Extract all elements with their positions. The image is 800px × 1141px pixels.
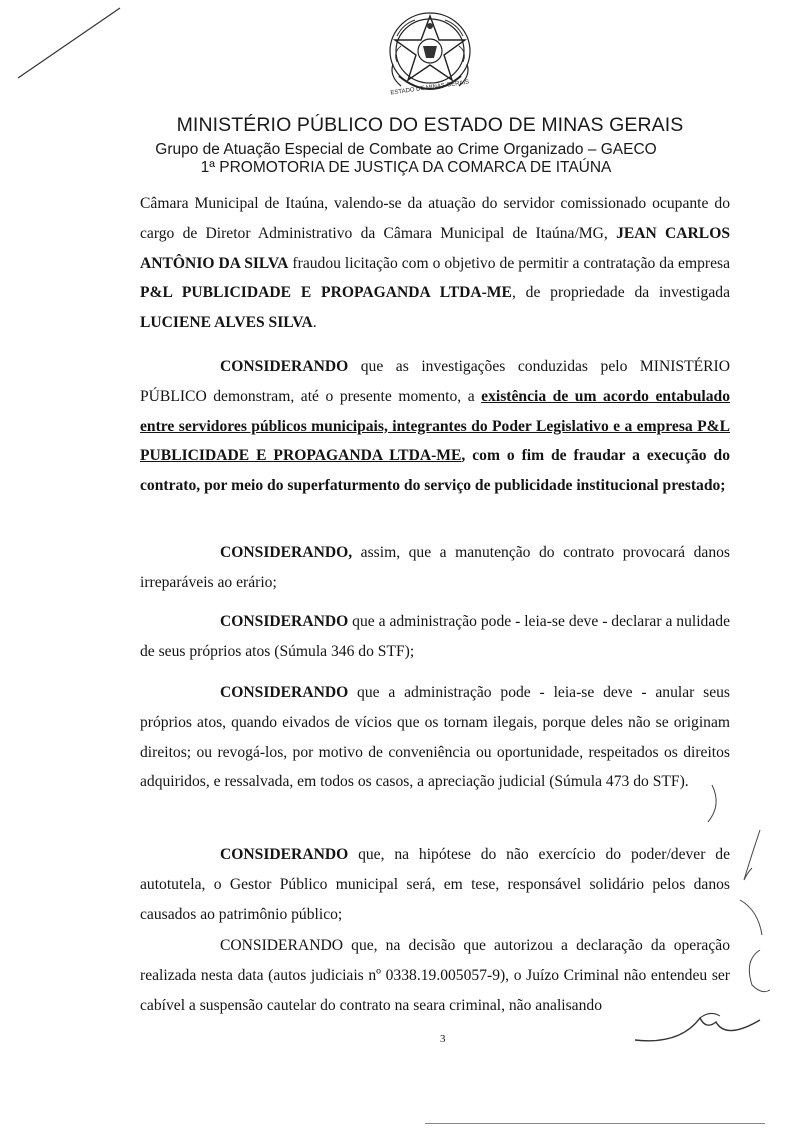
- p2-bold-text: , com o fim de fraudar a execução do contrato, por meio do superfaturmento do serviço de publicidade institucional prestado;: [140, 447, 730, 495]
- p5-considerando: CONSIDERANDO: [220, 684, 349, 701]
- p1-name-jean: JEAN CARLOS ANTÔNIO DA SILVA: [140, 224, 730, 272]
- p1-name-luciene: LUCIENE ALVES SILVA: [140, 314, 313, 332]
- header-institution: MINISTÉRIO PÚBLICO DO ESTADO DE MINAS GERAIS: [176, 114, 684, 136]
- p3-text: assim, que a manutenção do contrato provocará danos irreparáveis ao erário;: [140, 544, 730, 591]
- p4-text: que a administração pode - leia-se deve - declarar a nulidade de seus próprios atos (Súmula 346 do STF);: [140, 613, 730, 660]
- p7-text: CONSIDERANDO que, na decisão que autorizou a declaração da operação realizada nesta data (autos judiciais nº 0338.19.005057-9), o Juízo Criminal não entendeu ser cabível a suspensão cautelar do contrato na seara criminal, não analisando: [140, 937, 730, 1014]
- svg-text:ESTADO DE MINAS GERAIS: ESTADO DE MINAS GERAIS: [390, 79, 470, 97]
- p1-text-e: , de propriedade da investigada: [511, 284, 730, 302]
- p3-considerando: CONSIDERANDO,: [220, 544, 353, 561]
- p4-considerando: CONSIDERANDO: [220, 613, 349, 630]
- p6-considerando: CONSIDERANDO: [220, 846, 349, 863]
- header-prosecution-office: 1ª PROMOTORIA DE JUSTIÇA DA COMARCA DE ITAÚNA: [200, 159, 612, 176]
- p1-text-g: .: [312, 314, 317, 332]
- p2-text-b: que as investigações conduzidas pelo MINISTÉRIO PÚBLICO demonstram, até o presente momento, a: [140, 358, 730, 405]
- pen-stroke-top-left: [18, 8, 120, 78]
- page-number: 3: [440, 1033, 446, 1045]
- initials-signature: [635, 1018, 760, 1041]
- p2-considerando: CONSIDERANDO: [220, 358, 349, 375]
- p5-text: que a administração pode - leia-se deve - anular seus próprios atos, quando eivados de vícios que os tornam ilegais, porque deles não se originam direitos; ou revogá-los, por motivo de conveniência ou oportunidade, respeitados os direitos adquiridos, e ressalvada, em todos os casos, a apreciação judicial (Súmula 473 do STF).: [140, 684, 730, 791]
- p1-company-name: P&L PUBLICIDADE E PROPAGANDA LTDA-ME: [140, 284, 512, 302]
- p1-text-c: fraudou licitação com o objetivo de permitir a contratação da empresa: [288, 254, 730, 272]
- header-group: Grupo de Atuação Especial de Combate ao Crime Organizado – GAECO: [155, 141, 657, 158]
- p2-underlined-text: existência de um acordo entabulado entre servidores públicos municipais, integrantes do Poder Legislativo e a empresa P&L PUBLICIDADE E PROPAGANDA LTDA-ME: [140, 387, 730, 465]
- footer-rule: [425, 1123, 765, 1124]
- p6-text: que, na hipótese do não exercício do poder/dever de autotutela, o Gestor Público municipal será, em tese, responsável solidário pelos danos causados ao patrimônio público;: [140, 846, 730, 923]
- p1-text-a: Câmara Municipal de Itaúna, valendo-se da atuação do servidor comissionado ocupante do cargo de Diretor Administrativo da Câmara Municipal de Itaúna/MG,: [140, 195, 730, 242]
